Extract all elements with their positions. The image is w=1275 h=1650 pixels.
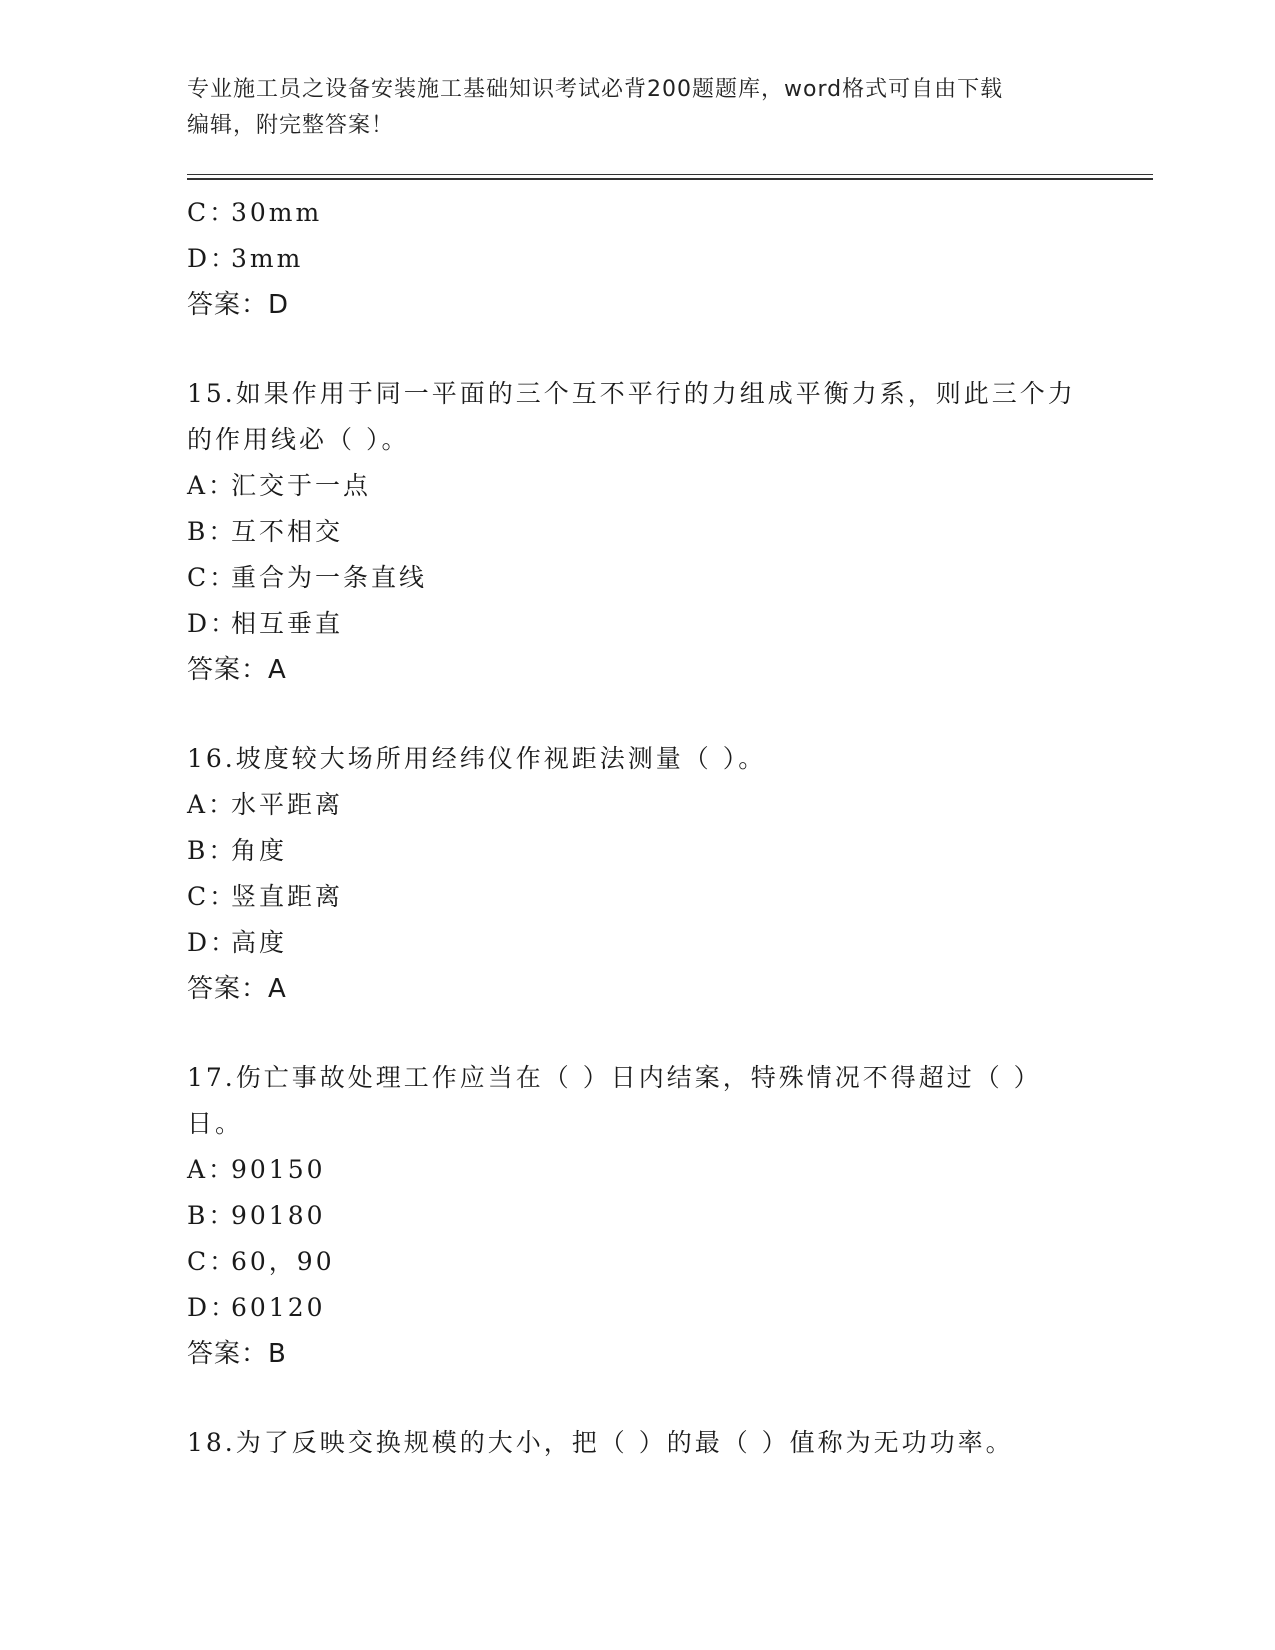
option-a — [187, 1147, 1087, 1193]
option-text: 相互垂直 — [231, 609, 344, 638]
option-b — [187, 1193, 1087, 1239]
option-d — [187, 601, 1087, 647]
option-letter: C： — [187, 198, 238, 227]
question-stem: 15.如果作用于同一平面的三个互不平行的力组成平衡力系，则此三个力的作用线必（ ）。 — [187, 379, 1076, 454]
question-18 — [187, 1420, 1087, 1466]
question-16 — [187, 736, 1087, 1012]
option-a — [187, 782, 1087, 828]
option-c — [187, 555, 1087, 601]
option-text: 60，90 — [231, 1247, 335, 1276]
option-text: 水平距离 — [231, 790, 344, 819]
option-letter: D： — [187, 244, 239, 273]
option-c — [187, 874, 1087, 920]
option-text: 重合为一条直线 — [231, 563, 428, 592]
option-d — [187, 236, 1087, 282]
option-letter: B： — [187, 836, 237, 865]
header-divider-thick — [187, 178, 1153, 180]
option-text: 高度 — [231, 928, 288, 957]
question-stem: 16.坡度较大场所用经纬仪作视距法测量（ ）。 — [187, 744, 767, 773]
option-b — [187, 828, 1087, 874]
answer-line: 答案：B — [187, 1339, 287, 1369]
option-text: 30mm — [231, 198, 323, 227]
option-letter: D： — [187, 609, 239, 638]
option-text: 90180 — [231, 1201, 326, 1230]
option-text: 汇交于一点 — [231, 471, 372, 500]
option-letter: C： — [187, 1247, 238, 1276]
option-c — [187, 1239, 1087, 1285]
option-text: 竖直距离 — [231, 882, 344, 911]
option-letter: D： — [187, 928, 239, 957]
option-text: 互不相交 — [231, 517, 344, 546]
option-letter: A： — [187, 1155, 237, 1184]
option-text: 角度 — [231, 836, 288, 865]
option-a — [187, 463, 1087, 509]
option-d — [187, 1285, 1087, 1331]
question-content — [187, 190, 1087, 1466]
header-title-line-1: 专业施工员之设备安装施工基础知识考试必背200题题库，word格式可自由下载 — [187, 77, 1004, 102]
question-17 — [187, 1055, 1087, 1377]
answer-line: 答案：D — [187, 290, 290, 320]
option-letter: B： — [187, 1201, 237, 1230]
header-divider-thin — [187, 174, 1153, 175]
option-text: 90150 — [231, 1155, 326, 1184]
option-letter: C： — [187, 563, 238, 592]
option-letter: D： — [187, 1293, 239, 1322]
option-d — [187, 920, 1087, 966]
answer-line: 答案：A — [187, 655, 287, 685]
document-header — [187, 72, 1087, 144]
question-15 — [187, 371, 1087, 693]
question-stem: 18.为了反映交换规模的大小，把（ ）的最（ ）值称为无功功率。 — [187, 1428, 1014, 1457]
option-letter: A： — [187, 471, 237, 500]
question-14-continuation — [187, 190, 1087, 328]
option-text: 3mm — [231, 244, 304, 273]
option-letter: A： — [187, 790, 237, 819]
option-letter: B： — [187, 517, 237, 546]
answer-line: 答案：A — [187, 974, 287, 1004]
option-b — [187, 509, 1087, 555]
option-letter: C： — [187, 882, 238, 911]
header-title-line-2: 编辑，附完整答案！ — [187, 113, 395, 138]
option-c — [187, 190, 1087, 236]
option-text: 60120 — [231, 1293, 326, 1322]
question-stem: 17.伤亡事故处理工作应当在（ ）日内结案，特殊情况不得超过（ ）日。 — [187, 1063, 1042, 1138]
